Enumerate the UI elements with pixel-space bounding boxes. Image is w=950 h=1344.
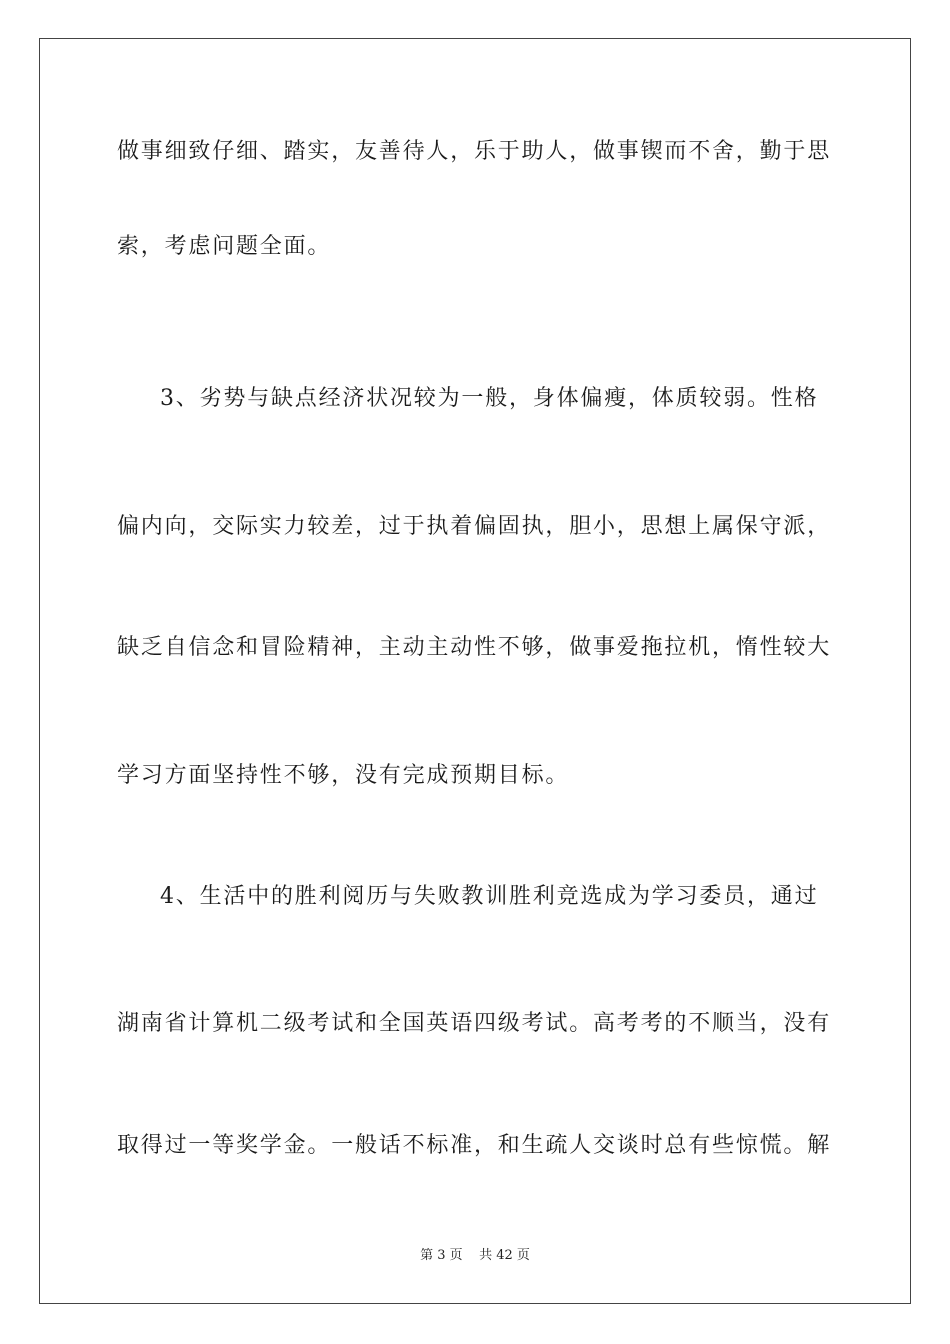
body-line-6: 学习方面坚持性不够，没有完成预期目标。 xyxy=(117,763,570,788)
body-line-8: 湖南省计算机二级考试和全国英语四级考试。高考考的不顺当，没有 xyxy=(117,1011,832,1036)
body-line-7: 4、生活中的胜利阅历与失败教训胜利竞选成为学习委员，通过 xyxy=(160,884,819,909)
body-line-4: 偏内向，交际实力较差，过于执着偏固执，胆小，思想上属保守派， xyxy=(117,514,832,539)
body-line-9: 取得过一等奖学金。一般话不标准，和生疏人交谈时总有些惊慌。解 xyxy=(117,1133,832,1158)
page-number-footer: 第 3 页 共 42 页 xyxy=(420,1248,530,1263)
body-line-3: 3、劣势与缺点经济状况较为一般，身体偏瘦，体质较弱。性格 xyxy=(160,386,819,411)
page-border xyxy=(39,38,911,1304)
body-line-2: 索，考虑问题全面。 xyxy=(117,234,332,259)
body-line-1: 做事细致仔细、踏实，友善待人，乐于助人，做事锲而不舍，勤于思 xyxy=(117,139,832,164)
body-line-5: 缺乏自信念和冒险精神，主动主动性不够，做事爱拖拉机，惰性较大 xyxy=(117,635,832,660)
